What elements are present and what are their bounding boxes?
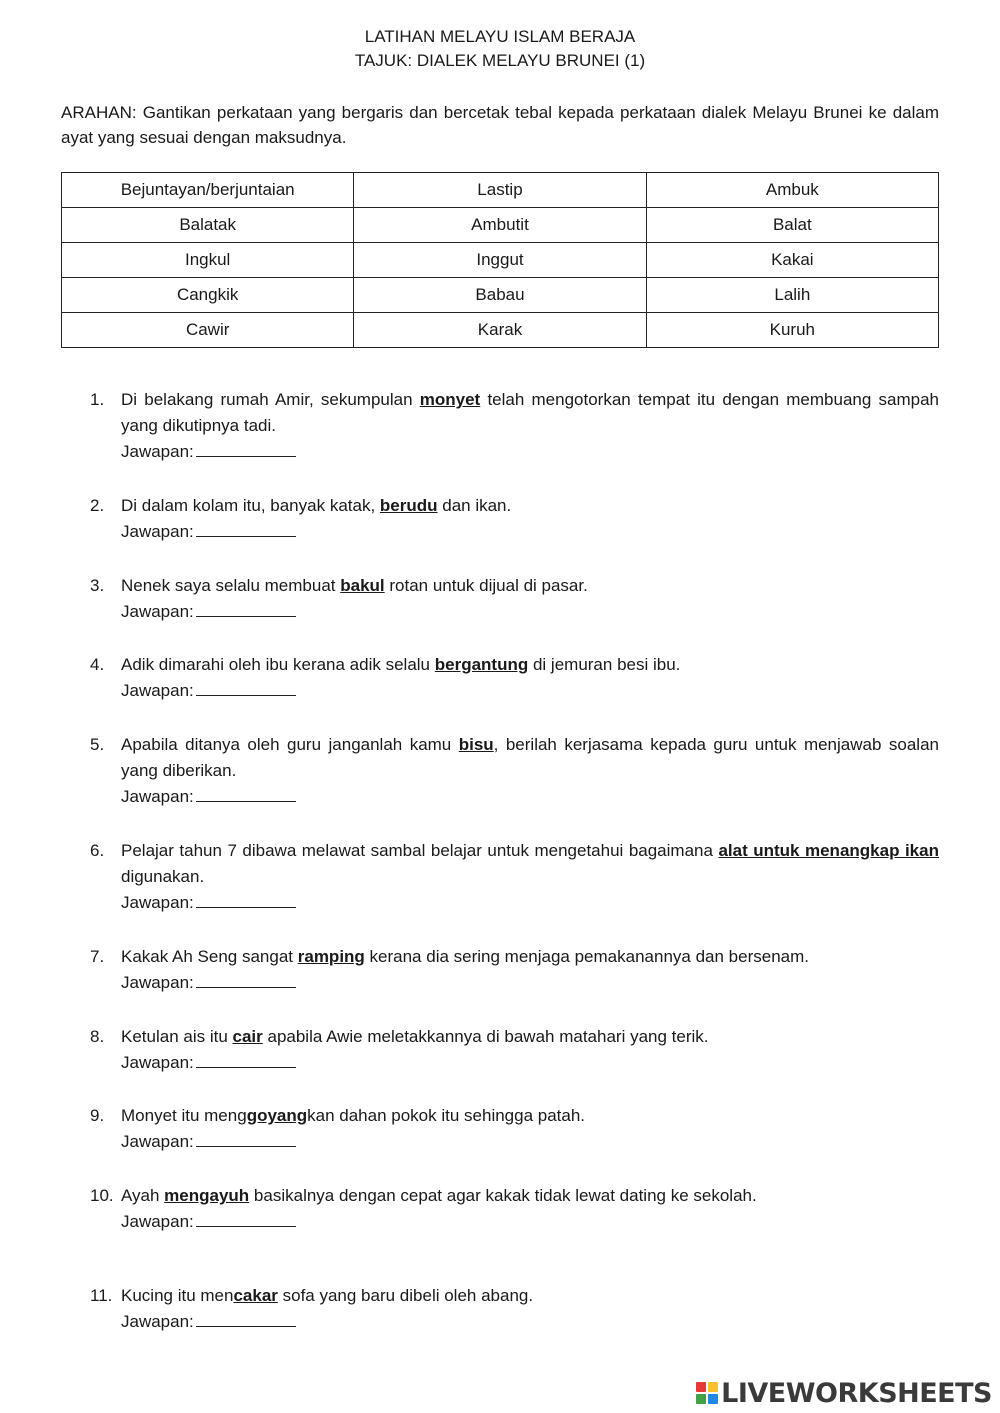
answer-line: [121, 599, 939, 625]
liveworksheets-logo-text: LIVEWORKSHEETS: [721, 1377, 992, 1409]
question-text-post: di jemuran besi ibu.: [528, 655, 681, 674]
question-item: [90, 1024, 939, 1076]
question-text-post: telah mengotorkan tempat itu dengan membuang sampah yang dikutipnya tadi.: [121, 390, 939, 435]
answer-line: [121, 1309, 939, 1335]
target-word: bakul: [340, 576, 385, 595]
answer-label: Jawapan:: [121, 681, 194, 700]
question-text: [121, 573, 939, 625]
answer-label: Jawapan:: [121, 1212, 194, 1231]
question-item: [90, 944, 939, 996]
liveworksheets-logo-icon: [696, 1380, 718, 1406]
answer-line: [121, 439, 939, 465]
liveworksheets-logo: [696, 1376, 992, 1410]
question-text-pre: Pelajar tahun 7 dibawa melawat sambal belajar untuk mengetahui bagaimana: [121, 841, 719, 860]
question-text: [121, 732, 939, 810]
target-word: bisu: [458, 735, 494, 754]
question-number: 7.: [90, 947, 105, 966]
question-text: [121, 1024, 939, 1076]
question-text-post: kerana dia sering menjaga pemakanannya dan bersenam.: [364, 947, 809, 966]
target-word: monyet: [419, 390, 481, 409]
target-word: alat untuk menangkap ikan: [718, 841, 939, 860]
word-table-row: [62, 313, 939, 348]
question-item: [90, 838, 939, 916]
answer-blank[interactable]: [196, 679, 296, 696]
word-table-row: [62, 243, 939, 278]
question-text: [121, 838, 939, 916]
word-table-cell: Ambuk: [646, 173, 938, 208]
answer-blank[interactable]: [196, 1051, 296, 1068]
word-table-cell: Kuruh: [646, 313, 938, 348]
answer-label: Jawapan:: [121, 787, 194, 806]
question-item: [90, 493, 939, 545]
answer-label: Jawapan:: [121, 973, 194, 992]
word-table-cell: Babau: [354, 278, 646, 313]
word-table-cell: Lalih: [646, 278, 938, 313]
word-table-cell: Balatak: [62, 208, 354, 243]
question-text-post: dan ikan.: [437, 496, 512, 515]
word-table-cell: Bejuntayan/berjuntaian: [62, 173, 354, 208]
worksheet-title: LATIHAN MELAYU ISLAM BERAJA: [364, 27, 636, 46]
question-item: [90, 1183, 939, 1235]
question-text-pre: Di belakang rumah Amir, sekumpulan: [121, 390, 420, 409]
instruction-text: ARAHAN: Gantikan perkataan yang bergaris dan bercetak tebal kepada perkataan dialek Melayu Brunei ke dalam ayat yang sesuai dengan maksudnya.: [61, 103, 939, 147]
answer-line: [121, 970, 939, 996]
target-word: bergantung: [434, 655, 529, 674]
question-text-post: sofa yang baru dibeli oleh abang.: [277, 1286, 534, 1305]
question-text: [121, 652, 939, 704]
word-table-row: [62, 278, 939, 313]
question-text: [121, 1283, 939, 1335]
question-text: [121, 944, 939, 996]
answer-label: Jawapan:: [121, 1312, 194, 1331]
question-number: 2.: [90, 496, 105, 515]
question-text-pre: Di dalam kolam itu, banyak katak,: [121, 496, 380, 515]
answer-blank[interactable]: [196, 520, 296, 537]
question-number: 8.: [90, 1027, 105, 1046]
answer-label: Jawapan:: [121, 893, 194, 912]
answer-blank[interactable]: [196, 440, 296, 457]
answer-blank[interactable]: [196, 785, 296, 802]
word-bank-table: [61, 172, 939, 348]
question-text-post: rotan untuk dijual di pasar.: [384, 576, 588, 595]
question-text-post: , berilah kerjasama kepada guru untuk menjawab soalan yang diberikan.: [121, 735, 939, 780]
question-number: 1.: [90, 390, 105, 409]
word-table-cell: Balat: [646, 208, 938, 243]
answer-line: [121, 678, 939, 704]
word-table-cell: Kakai: [646, 243, 938, 278]
question-text-post: basikalnya dengan cepat agar kakak tidak lewat dating ke sekolah.: [249, 1186, 757, 1205]
answer-line: [121, 1050, 939, 1076]
question-number: 5.: [90, 735, 105, 754]
word-table-cell: Cangkik: [62, 278, 354, 313]
question-text: [121, 387, 939, 465]
target-word: ramping: [297, 947, 365, 966]
word-table-row: [62, 173, 939, 208]
answer-line: [121, 890, 939, 916]
question-text-post: kan dahan pokok itu sehingga patah.: [307, 1106, 586, 1125]
question-text: [121, 1183, 939, 1235]
target-word: cakar: [233, 1286, 278, 1305]
answer-blank[interactable]: [196, 1210, 296, 1227]
question-item: [90, 387, 939, 465]
question-text: [121, 1103, 939, 1155]
word-table-cell: Ingkul: [62, 243, 354, 278]
question-text-post: digunakan.: [121, 867, 205, 886]
question-text: [121, 493, 939, 545]
answer-blank[interactable]: [196, 971, 296, 988]
word-table-cell: Ambutit: [354, 208, 646, 243]
question-number: 11.: [90, 1286, 113, 1305]
answer-blank[interactable]: [196, 891, 296, 908]
question-text-pre: Ketulan ais itu: [121, 1027, 233, 1046]
answer-label: Jawapan:: [121, 442, 194, 461]
answer-blank[interactable]: [196, 1310, 296, 1327]
word-table-cell: Karak: [354, 313, 646, 348]
question-item: [90, 732, 939, 810]
question-item: [90, 573, 939, 625]
question-number: 6.: [90, 841, 105, 860]
question-text-pre: Monyet itu meng: [121, 1106, 247, 1125]
question-text-pre: Kakak Ah Seng sangat: [121, 947, 298, 966]
question-text-pre: Nenek saya selalu membuat: [121, 576, 341, 595]
question-text-pre: Apabila ditanya oleh guru janganlah kamu: [121, 735, 459, 754]
question-number: 3.: [90, 576, 105, 595]
answer-label: Jawapan:: [121, 602, 194, 621]
question-number: 9.: [90, 1106, 105, 1125]
answer-label: Jawapan:: [121, 522, 194, 541]
word-table-cell: Inggut: [354, 243, 646, 278]
question-text-pre: Kucing itu men: [121, 1286, 234, 1305]
answer-line: [121, 1129, 939, 1155]
question-item: [90, 652, 939, 704]
question-text-pre: Adik dimarahi oleh ibu kerana adik selalu: [121, 655, 435, 674]
target-word: berudu: [379, 496, 438, 515]
worksheet-subtitle: TAJUK: DIALEK MELAYU BRUNEI (1): [354, 51, 646, 70]
word-table-row: [62, 208, 939, 243]
question-text-post: apabila Awie meletakkannya di bawah matahari yang terik.: [262, 1027, 709, 1046]
answer-blank[interactable]: [196, 1130, 296, 1147]
answer-line: [121, 784, 939, 810]
word-table-cell: Cawir: [62, 313, 354, 348]
answer-blank[interactable]: [196, 600, 296, 617]
target-word: goyang: [246, 1106, 308, 1125]
answer-line: [121, 519, 939, 545]
target-word: mengayuh: [164, 1186, 250, 1205]
answer-line: [121, 1209, 939, 1235]
answer-label: Jawapan:: [121, 1132, 194, 1151]
question-item: [90, 1103, 939, 1155]
question-item: [90, 1283, 939, 1335]
question-text-pre: Ayah: [121, 1186, 165, 1205]
word-table-cell: Lastip: [354, 173, 646, 208]
question-number: 10.: [90, 1186, 114, 1205]
answer-label: Jawapan:: [121, 1053, 194, 1072]
target-word: cair: [232, 1027, 263, 1046]
question-number: 4.: [90, 655, 105, 674]
